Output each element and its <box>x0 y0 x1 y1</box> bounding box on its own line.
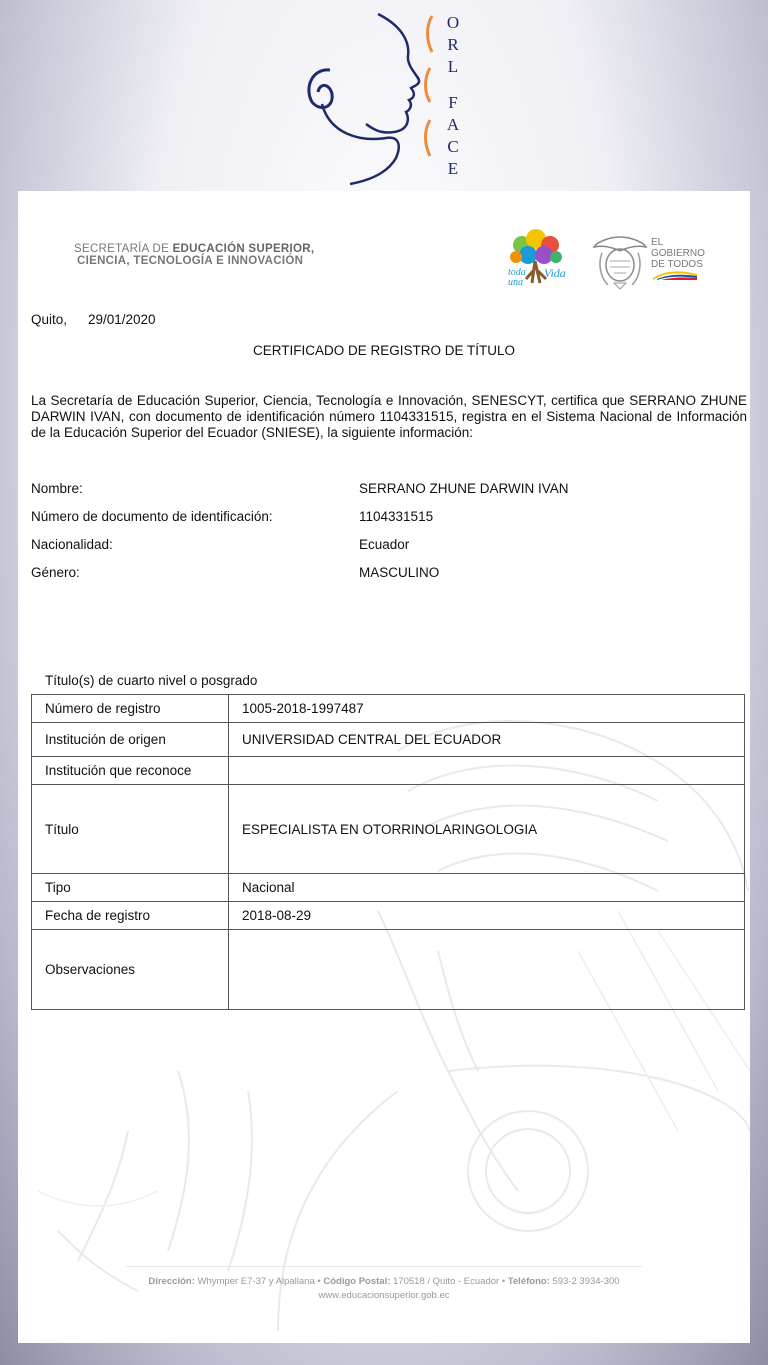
logo-letter: C <box>447 137 459 156</box>
table-cell-value: 1005-2018-1997487 <box>229 695 745 723</box>
field-label: Número de documento de identificación: <box>31 509 273 524</box>
logo-letter: O <box>446 13 460 32</box>
person-info-row <box>31 537 747 565</box>
table-cell-value: Nacional <box>229 874 745 902</box>
logo-letter: L <box>447 57 459 76</box>
logo-letter: F <box>448 93 458 112</box>
footer-label: Teléfono: <box>507 1276 550 1287</box>
logo-letter: R <box>447 35 459 54</box>
footer <box>18 1275 750 1303</box>
toda-una-vida-logo <box>502 227 570 293</box>
person-info-row <box>31 565 747 593</box>
table-cell-label: Institución de origen <box>32 723 229 757</box>
footer-website: www.educacionsuperior.gob.ec <box>318 1290 450 1301</box>
senescyt-logo-text: SECRETARÍA DE <box>74 243 173 255</box>
gobierno-logo-text: DE TODOS <box>651 259 703 270</box>
titles-table-caption: Título(s) de cuarto nivel o posgrado <box>45 673 258 688</box>
field-label: Género: <box>31 565 80 580</box>
field-value: Ecuador <box>359 537 410 552</box>
document-title: CERTIFICADO DE REGISTRO DE TÍTULO <box>252 343 516 358</box>
table-row <box>32 930 745 1010</box>
table-cell-label: Institución que reconoce <box>32 757 229 785</box>
titles-table <box>31 694 745 1010</box>
table-row <box>32 723 745 757</box>
footer-address-line <box>18 1275 750 1289</box>
svg-text:Vida: Vida <box>544 266 566 280</box>
table-row <box>32 902 745 930</box>
table-cell-label: Título <box>32 785 229 874</box>
face-profile-icon <box>290 8 450 188</box>
svg-text:toda: toda <box>508 267 526 278</box>
field-label: Nombre: <box>31 481 83 496</box>
footer-postal: 170518 / Quito - Ecuador <box>393 1276 500 1287</box>
gobierno-de-todos-logo <box>651 237 705 283</box>
footer-divider <box>126 1266 642 1267</box>
table-cell-label: Fecha de registro <box>32 902 229 930</box>
intro-paragraph: La Secretaría de Educación Superior, Ciencia, Tecnología e Innovación, SENESCYT, certifica que SERRANO ZHUNE DARWIN IVAN, con documento de identificación número 1104331515, registra en el Sistema Nacional de Información de la Educación Superior del Ecuador (SNIESE), la siguiente información: <box>31 393 747 440</box>
footer-phone: 593-2 3934-300 <box>552 1276 620 1287</box>
orl-face-logo <box>0 0 768 190</box>
footer-separator: • <box>501 1276 506 1287</box>
table-cell-value: UNIVERSIDAD CENTRAL DEL ECUADOR <box>229 723 745 757</box>
document-date-line <box>31 312 156 327</box>
ecuador-coat-of-arms-icon <box>592 233 648 291</box>
table-row <box>32 785 745 874</box>
person-info <box>31 481 747 593</box>
footer-address: Whymper E7-37 y Alpallana <box>197 1276 315 1287</box>
table-row <box>32 757 745 785</box>
logo-letter: A <box>446 115 460 134</box>
table-cell-label: Observaciones <box>32 930 229 1010</box>
flag-ribbon-icon <box>651 270 699 280</box>
footer-separator: • <box>317 1276 321 1287</box>
gobierno-logo-text: GOBIERNO <box>651 248 705 259</box>
senescyt-logo-text-bold: EDUCACIÓN SUPERIOR, <box>172 243 315 255</box>
orl-face-wordmark <box>446 12 460 180</box>
table-cell-label: Número de registro <box>32 695 229 723</box>
table-row <box>32 695 745 723</box>
logo-letter: E <box>447 159 459 178</box>
field-value: 1104331515 <box>359 509 434 524</box>
gobierno-logo-text: EL <box>651 237 664 248</box>
person-info-row <box>31 509 747 537</box>
field-value: MASCULINO <box>359 565 440 580</box>
table-cell-value: 2018-08-29 <box>229 902 745 930</box>
certificate-page <box>18 191 750 1343</box>
table-row <box>32 874 745 902</box>
document-date: 29/01/2020 <box>88 312 156 327</box>
svg-text:una: una <box>508 277 523 288</box>
field-label: Nacionalidad: <box>31 537 113 552</box>
footer-label: Código Postal: <box>323 1276 391 1287</box>
document-city: Quito, <box>31 312 68 327</box>
table-cell-value: ESPECIALISTA EN OTORRINOLARINGOLOGIA <box>229 785 745 874</box>
footer-label: Dirección: <box>148 1276 195 1287</box>
field-value: SERRANO ZHUNE DARWIN IVAN <box>359 481 569 496</box>
senescyt-logo-text-line2: CIENCIA, TECNOLOGÍA E INNOVACIÓN <box>77 255 304 267</box>
table-cell-value <box>229 930 745 1010</box>
table-cell-label: Tipo <box>32 874 229 902</box>
person-info-row <box>31 481 747 509</box>
senescyt-logo <box>74 243 314 267</box>
table-cell-value <box>229 757 745 785</box>
